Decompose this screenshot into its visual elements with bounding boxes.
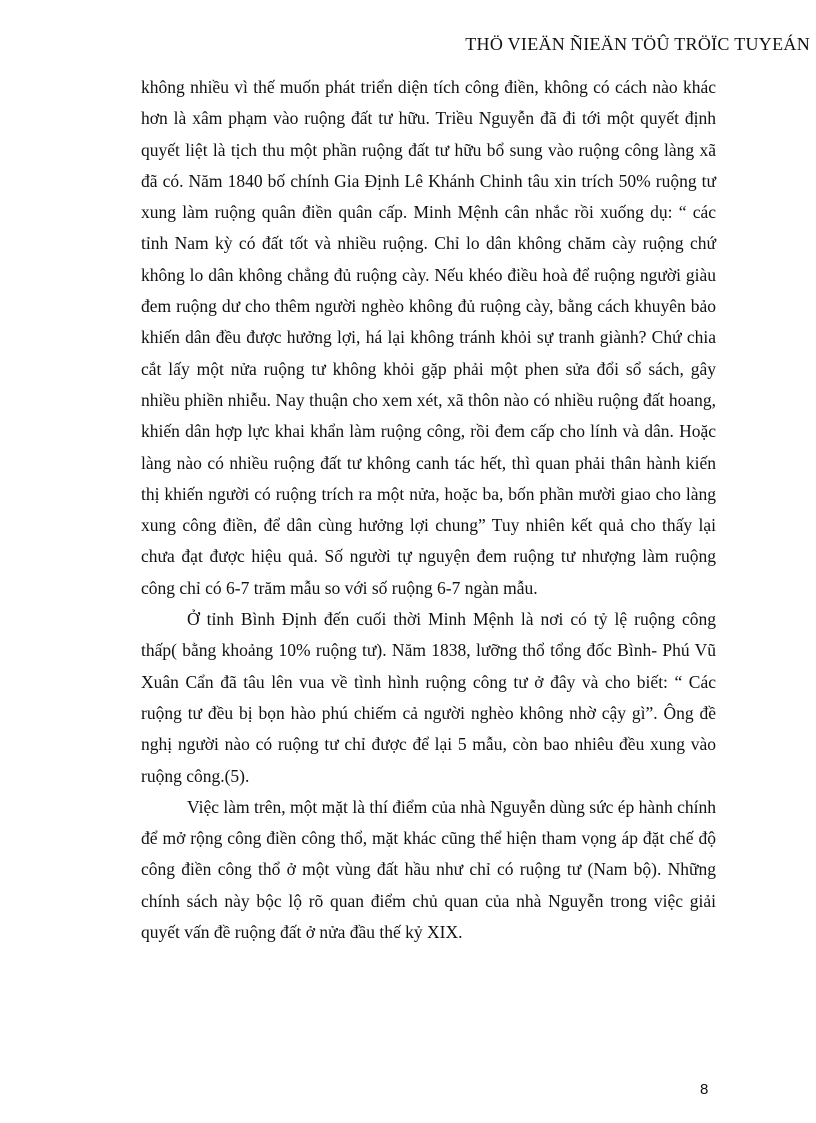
paragraph-1: không nhiều vì thế muốn phát triển diện tích công điền, không có cách nào khác hơn là xâm phạm vào ruộng đất tư hữu. Triều Nguyễn đã đi tới một quyết định quyết liệt là tịch thu một phần ruộng đất tư hữu bổ sung vào ruộng công làng xã đã có. Năm 1840 bố chính Gia Định Lê Khánh Chinh tâu xin trích 50% ruộng tư xung làm ruộng quân điền quân cấp. Minh Mệnh cân nhắc rồi xuống dụ: “ các tỉnh Nam kỳ có đất tốt và nhiều ruộng. Chỉ lo dân không chăm cày ruộng chứ không lo dân không chẳng đủ ruộng cày. Nếu khéo điều hoà để ruộng người giàu đem ruộng dư cho thêm người nghèo không đủ ruộng cày, bằng cách khuyên bảo khiến dân đều được hưởng lợi, há lại không tránh khỏi sự tranh giành? Chứ chia cắt lấy một nửa ruộng tư không khỏi gặp phải một phen sửa đổi sổ sách, gây nhiều phiền nhiễu. Nay thuận cho xem xét, xã thôn nào có nhiều ruộng đất hoang, khiến dân hợp lực khai khẩn làm ruộng công, rồi đem cấp cho lính và dân. Hoặc làng nào có nhiều ruộng đất tư không canh tác hết, thì quan phải thân hành kiến thị khiến người có ruộng trích ra một nửa, hoặc ba, bốn phần mười giao cho làng xung công điền, để dân cùng hưởng lợi chung” Tuy nhiên kết quả cho thấy lại chưa đạt được hiệu quả. Số người tự nguyện đem ruộng tư nhượng làm ruộng công chỉ có 6-7 trăm mẫu so với số ruộng 6-7 ngàn mẫu. [141, 77, 716, 598]
document-body [141, 72, 716, 948]
paragraph-3: Việc làm trên, một mặt là thí điểm của nhà Nguyễn dùng sức ép hành chính để mở rộng công điền công thổ, mặt khác cũng thể hiện tham vọng áp đặt chế độ công điền công thổ ở một vùng đất hầu như chỉ có ruộng tư (Nam bộ). Những chính sách này bộc lộ rõ quan điểm chủ quan của nhà Nguyễn trong việc giải quyết vấn đề ruộng đất ở nửa đầu thế kỷ XIX. [141, 796, 716, 943]
running-header: THÖ VIEÄN ÑIEÄN TÖÛ TRÖÏC TUYEÁN [465, 34, 810, 54]
paragraph-2: Ở tỉnh Bình Định đến cuối thời Minh Mệnh là nơi có tỷ lệ ruộng công thấp( bằng khoảng 10% ruộng tư). Năm 1838, lưỡng thổ tổng đốc Bình- Phú Vũ Xuân Cẩn đã tâu lên vua về tình hình ruộng công tư ở đây và cho biết: “ Các ruộng tư đều bị bọn hào phú chiếm cả người nghèo không nhờ cậy gì”. Ông đề nghị người nào có ruộng tư chỉ được để lại 5 mẫu, còn bao nhiêu đều xung vào ruộng công.(5). [141, 609, 716, 786]
page-number: 8 [700, 1081, 709, 1098]
